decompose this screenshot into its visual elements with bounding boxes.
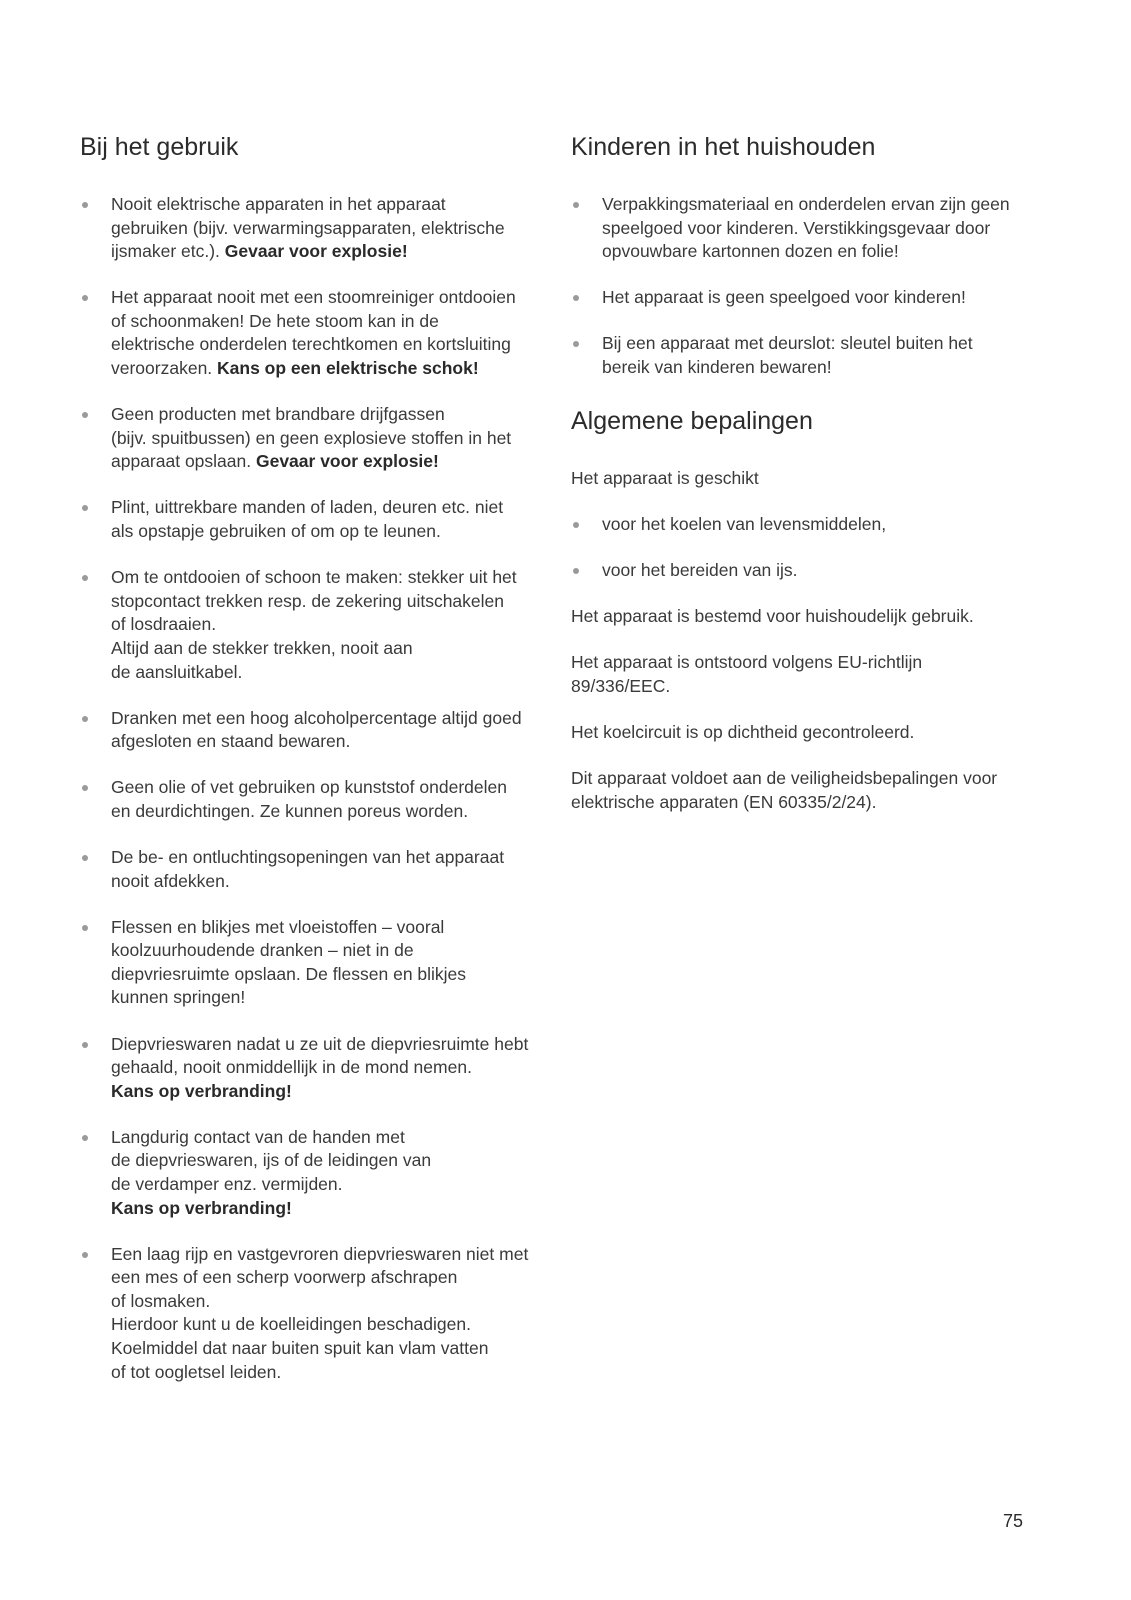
list-item-line: voor het bereiden van ijs. — [602, 560, 798, 581]
list-item — [80, 916, 560, 1010]
bullet-icon — [573, 568, 579, 574]
list-item-line: Geen olie of vet gebruiken op kunststof onderdelen — [111, 777, 507, 798]
bullet-icon — [82, 925, 88, 931]
list-item — [571, 559, 1051, 583]
warning-text: Gevaar voor explosie! — [255, 451, 439, 472]
page-number: 75 — [1003, 1511, 1024, 1531]
bullet-icon — [82, 716, 88, 722]
warning-text: Kans op verbranding! — [111, 1197, 292, 1218]
list-item-line: elektrische onderdelen terechtkomen en kortsluiting — [111, 334, 511, 355]
bullet-icon — [82, 295, 88, 301]
list-item-line: of tot oogletsel leiden. — [111, 1361, 282, 1382]
list-item-line: Diepvrieswaren nadat u ze uit de diepvriesruimte hebt — [111, 1033, 529, 1054]
list-item — [571, 513, 1051, 537]
bullet-icon — [82, 855, 88, 861]
warning-text: Gevaar voor explosie! — [224, 241, 408, 262]
general-paragraphs — [571, 605, 1051, 814]
list-item-line: Plint, uittrekbare manden of laden, deuren etc. niet — [111, 497, 504, 518]
list-item-line: of schoonmaken! De hete stoom kan in de — [111, 310, 439, 331]
list-item — [571, 193, 1051, 264]
list-item — [80, 1033, 560, 1104]
general-list — [571, 513, 1051, 583]
bullet-icon — [82, 785, 88, 791]
list-item-line: koolzuurhoudende dranken – niet in de — [111, 940, 414, 961]
list-item — [571, 332, 1051, 379]
list-item-line: als opstapje gebruiken of om op te leunen. — [111, 521, 441, 542]
list-item-line: bereik van kinderen bewaren! — [602, 356, 832, 377]
right-column — [571, 128, 1051, 837]
list-item-line: of losdraaien. — [111, 614, 217, 635]
list-item-line: de aansluitkabel. — [111, 661, 243, 682]
paragraph: Het apparaat is bestemd voor huishoudelijk gebruik. — [571, 606, 974, 627]
list-item-line — [111, 1197, 560, 1221]
left-column — [80, 128, 560, 1407]
list-item-line: Nooit elektrische apparaten in het apparaat — [111, 194, 446, 214]
bullet-icon — [82, 412, 88, 418]
bullet-icon — [573, 295, 579, 301]
paragraph: Het apparaat is ontstoord volgens EU-richtlijn 89/336/EEC. — [571, 652, 923, 697]
bullet-icon — [82, 505, 88, 511]
general-intro: Het apparaat is geschikt — [571, 468, 759, 489]
list-item-line: afgesloten en staand bewaren. — [111, 731, 351, 752]
list-item-line: of losmaken. — [111, 1290, 211, 1311]
bullet-icon — [573, 341, 579, 347]
bullet-icon — [573, 202, 579, 208]
list-item — [571, 286, 1051, 310]
list-item-line: Om te ontdooien of schoon te maken: stekker uit het — [111, 567, 517, 588]
list-item-line: kunnen springen! — [111, 987, 246, 1008]
paragraph: Het koelcircuit is op dichtheid gecontroleerd. — [571, 722, 915, 743]
list-item-line: Hierdoor kunt u de koelleidingen beschadigen. — [111, 1314, 471, 1335]
list-item-line: Flessen en blikjes met vloeistoffen – vooral — [111, 916, 445, 937]
list-item-line: Verpakkingsmateriaal en onderdelen ervan zijn geen — [602, 194, 1010, 214]
list-item-line: Het apparaat nooit met een stoomreiniger ontdooien — [111, 287, 516, 308]
list-item-line: gebruiken (bijv. verwarmingsapparaten, elektrische — [111, 217, 505, 238]
list-item-line: Bij een apparaat met deurslot: sleutel buiten het — [602, 333, 973, 354]
list-item-line: apparaat opslaan. Gevaar voor explosie! — [111, 451, 439, 472]
list-item-line: ijsmaker etc.). Gevaar voor explosie! — [111, 241, 408, 262]
list-item-line: Altijd aan de stekker trekken, nooit aan — [111, 637, 413, 658]
list-item-line: diepvriesruimte opslaan. De flessen en blikjes — [111, 963, 467, 984]
list-item-line — [111, 1080, 560, 1104]
paragraph: Dit apparaat voldoet aan de veiligheidsbepalingen voor elektrische apparaten (EN 60335/2/24). — [571, 768, 998, 812]
section-heading-children: Kinderen in het huishouden — [571, 133, 876, 161]
list-item — [80, 707, 560, 754]
usage-list — [80, 193, 560, 1384]
list-item — [80, 193, 560, 264]
list-item-line: Het apparaat is geen speelgoed voor kinderen! — [602, 287, 966, 308]
bullet-icon — [82, 1252, 88, 1258]
list-item — [80, 1243, 560, 1385]
bullet-icon — [82, 1042, 88, 1048]
list-item-line: de verdamper enz. vermijden. — [111, 1174, 343, 1194]
list-item — [80, 496, 560, 543]
list-item-line: nooit afdekken. — [111, 870, 230, 891]
list-item-line: speelgoed voor kinderen. Verstikkingsgevaar door — [602, 217, 991, 238]
list-item — [80, 1126, 560, 1220]
list-item — [80, 776, 560, 823]
list-item-line: Geen producten met brandbare drijfgassen — [111, 404, 445, 425]
list-item-line: opvouwbare kartonnen dozen en folie! — [602, 241, 899, 262]
list-item-line: en deurdichtingen. Ze kunnen poreus worden. — [111, 800, 469, 821]
list-item-line: Langdurig contact van de handen met — [111, 1126, 405, 1147]
list-item — [80, 403, 560, 474]
list-item-line: Een laag rijp en vastgevroren diepvrieswaren niet met — [111, 1243, 529, 1264]
list-item-line: een mes of een scherp voorwerp afschrapen — [111, 1267, 458, 1288]
list-item — [80, 286, 560, 380]
warning-text: Kans op een elektrische schok! — [217, 358, 479, 379]
children-list — [571, 193, 1051, 380]
bullet-icon — [82, 575, 88, 581]
list-item-line: stopcontact trekken resp. de zekering uitschakelen — [111, 590, 504, 611]
bullet-icon — [82, 1135, 88, 1141]
list-item-line: veroorzaken. Kans op een elektrische schok! — [111, 358, 479, 379]
list-item-line: de diepvrieswaren, ijs of de leidingen van — [111, 1150, 432, 1171]
list-item-line: Koelmiddel dat naar buiten spuit kan vlam vatten — [111, 1338, 489, 1359]
list-item — [80, 846, 560, 893]
list-item-line: gehaald, nooit onmiddellijk in de mond nemen. — [111, 1057, 472, 1078]
bullet-icon — [82, 202, 88, 208]
section-heading-general: Algemene bepalingen — [571, 407, 813, 436]
list-item-line: (bijv. spuitbussen) en geen explosieve stoffen in het — [111, 427, 512, 448]
bullet-icon — [573, 522, 579, 528]
list-item — [80, 566, 560, 684]
list-item-line: De be- en ontluchtingsopeningen van het apparaat — [111, 846, 505, 867]
list-item-line: Dranken met een hoog alcoholpercentage altijd goed — [111, 707, 522, 728]
section-heading-usage: Bij het gebruik — [80, 133, 239, 161]
warning-text: Kans op verbranding! — [111, 1080, 292, 1101]
list-item-line: voor het koelen van levensmiddelen, — [602, 514, 887, 535]
